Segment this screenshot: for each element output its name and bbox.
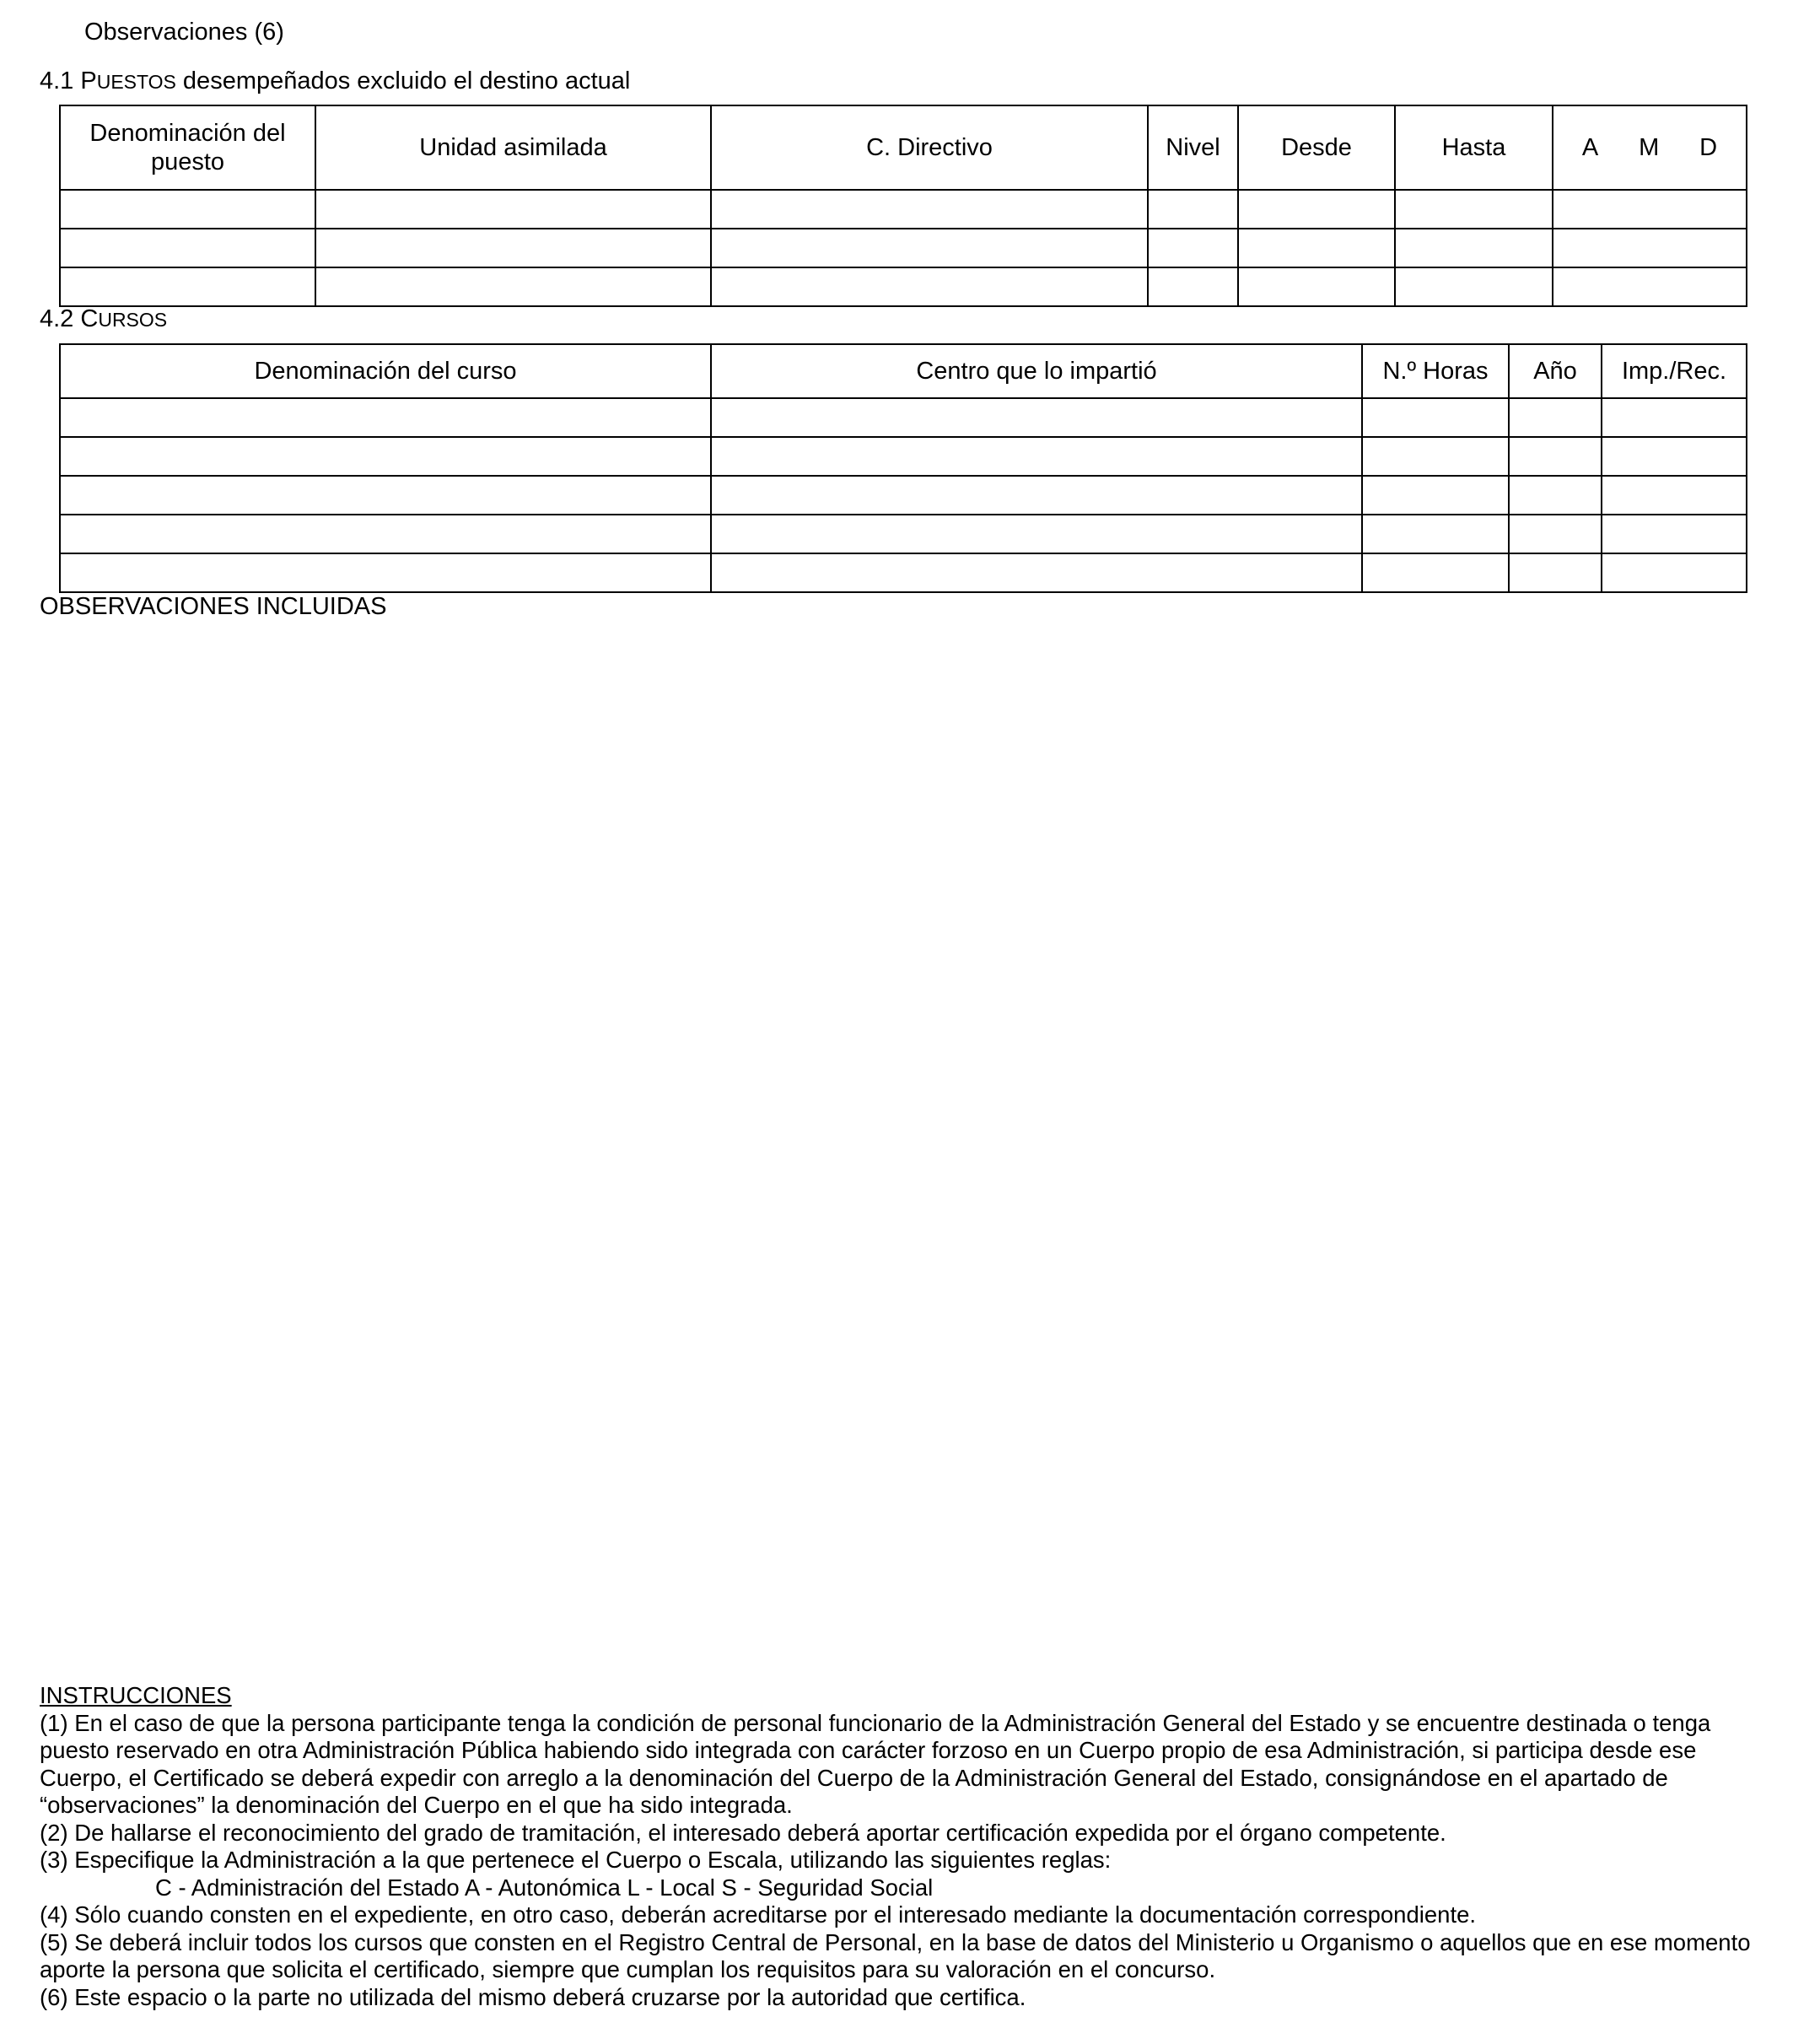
col-centro: Centro que lo impartió (711, 344, 1362, 398)
table-cell[interactable] (1602, 476, 1747, 515)
col-hasta: Hasta (1395, 105, 1553, 190)
table-cell[interactable] (1362, 476, 1509, 515)
observaciones-incluidas: OBSERVACIONES INCLUIDAS (40, 593, 387, 620)
col-imp-rec: Imp./Rec. (1602, 344, 1747, 398)
section-4-2-number: 4.2 (40, 305, 81, 332)
table-cell[interactable] (1238, 190, 1395, 229)
table-cell[interactable] (1553, 267, 1747, 306)
table-row (60, 190, 1747, 229)
cursos-table (59, 343, 1747, 593)
instruction-item: (6) Este espacio o la parte no utilizada del mismo deberá cruzarse por la autoridad que certifica. (40, 1983, 1026, 2010)
table-cell[interactable] (1602, 437, 1747, 476)
table-cell[interactable] (1602, 515, 1747, 553)
table-cell[interactable] (1148, 190, 1238, 229)
table-cell[interactable] (711, 437, 1362, 476)
observaciones-header: Observaciones (6) (84, 19, 284, 46)
col-d: D (1699, 134, 1718, 161)
table-cell[interactable] (60, 437, 711, 476)
table-cell[interactable] (711, 229, 1148, 267)
table-cell[interactable] (1395, 267, 1553, 306)
col-denominacion-curso: Denominación del curso (60, 344, 711, 398)
table-cell[interactable] (1238, 267, 1395, 306)
col-unidad-asimilada: Unidad asimilada (315, 105, 711, 190)
col-ano: Año (1509, 344, 1602, 398)
table-cell[interactable] (711, 398, 1362, 437)
table-row (60, 437, 1747, 476)
cursos-header-row (60, 344, 1747, 398)
instructions-block (40, 1682, 1769, 2011)
table-cell[interactable] (711, 476, 1362, 515)
instruction-item: (2) De hallarse el reconocimiento del grado de tramitación, el interesado deberá aportar certificación expedida por el órgano competente. (40, 1819, 1446, 1846)
col-amd (1553, 105, 1747, 190)
table-cell[interactable] (60, 553, 711, 592)
col-a: A (1581, 134, 1599, 161)
table-cell[interactable] (1602, 398, 1747, 437)
table-cell[interactable] (1509, 553, 1602, 592)
col-c-directivo: C. Directivo (711, 105, 1148, 190)
section-4-2-title-small: URSOS (98, 309, 168, 331)
table-cell[interactable] (1553, 229, 1747, 267)
table-cell[interactable] (1509, 398, 1602, 437)
table-cell[interactable] (60, 515, 711, 553)
table-cell[interactable] (60, 476, 711, 515)
table-cell[interactable] (315, 190, 711, 229)
table-cell[interactable] (1509, 437, 1602, 476)
col-denominacion-puesto: Denominación del puesto (60, 105, 315, 190)
table-cell[interactable] (1395, 190, 1553, 229)
instruction-item: (5) Se deberá incluir todos los cursos que consten en el Registro Central de Personal, en la base de datos del Ministerio u Organismo o aquellos que en ese momento aporte la persona que solicita el certificado, siempre que cumplan los requisitos para su valoración en el concurso. (40, 1928, 1751, 1982)
table-cell[interactable] (1362, 515, 1509, 553)
table-cell[interactable] (711, 515, 1362, 553)
instructions-title: INSTRUCCIONES (40, 1682, 232, 1708)
section-4-2-title-cap: C (80, 305, 99, 332)
table-cell[interactable] (1238, 229, 1395, 267)
table-row (60, 267, 1747, 306)
instruction-item: (1) En el caso de que la persona participante tenga la condición de personal funcionario de la Administración General del Estado y se encuentre destinada o tenga puesto reservado en otra Administración Pública habiendo sido integrada con carácter forzoso en un Cuerpo propio de esa Administración, si participa desde ese Cuerpo, el Certificado se deberá expedir con arreglo a la denominación del Cuerpo de la Administración General del Estado, consignándose en el apartado de “observaciones” la denominación del Cuerpo en el que ha sido integrada. (40, 1709, 1711, 1818)
table-row (60, 398, 1747, 437)
table-row (60, 515, 1747, 553)
puestos-header-row (60, 105, 1747, 190)
instruction-item: (4) Sólo cuando consten en el expediente, en otro caso, deberán acreditarse por el interesado mediante la documentación correspondiente. (40, 1901, 1477, 1928)
col-nivel: Nivel (1148, 105, 1238, 190)
table-cell[interactable] (1362, 398, 1509, 437)
section-4-1-title (40, 67, 630, 95)
table-cell[interactable] (60, 229, 315, 267)
table-row (60, 229, 1747, 267)
section-4-1-title-cap: P (80, 67, 97, 94)
table-cell[interactable] (1395, 229, 1553, 267)
table-cell[interactable] (711, 267, 1148, 306)
table-cell[interactable] (60, 398, 711, 437)
table-cell[interactable] (1148, 267, 1238, 306)
section-4-1-title-rest: desempeñados excluido el destino actual (175, 67, 631, 94)
table-row (60, 553, 1747, 592)
table-cell[interactable] (1553, 190, 1747, 229)
section-4-1-title-small: UESTOS (96, 71, 176, 93)
table-cell[interactable] (711, 190, 1148, 229)
col-horas: N.º Horas (1362, 344, 1509, 398)
col-m: M (1639, 134, 1660, 161)
table-cell[interactable] (1509, 476, 1602, 515)
instruction-item: (3) Especifique la Administración a la que pertenece el Cuerpo o Escala, utilizando las siguientes reglas: (40, 1847, 1112, 1873)
table-cell[interactable] (60, 267, 315, 306)
table-cell[interactable] (1362, 437, 1509, 476)
table-cell[interactable] (315, 229, 711, 267)
puestos-table (59, 105, 1747, 307)
col-desde: Desde (1238, 105, 1395, 190)
table-cell[interactable] (1362, 553, 1509, 592)
table-cell[interactable] (1148, 229, 1238, 267)
section-4-1-number: 4.1 (40, 67, 81, 94)
table-cell[interactable] (1602, 553, 1747, 592)
section-4-2-title (40, 305, 167, 333)
table-row (60, 476, 1747, 515)
table-cell[interactable] (711, 553, 1362, 592)
table-cell[interactable] (315, 267, 711, 306)
table-cell[interactable] (60, 190, 315, 229)
instruction-rules: C - Administración del Estado A - Autonómica L - Local S - Seguridad Social (155, 1874, 934, 1901)
table-cell[interactable] (1509, 515, 1602, 553)
